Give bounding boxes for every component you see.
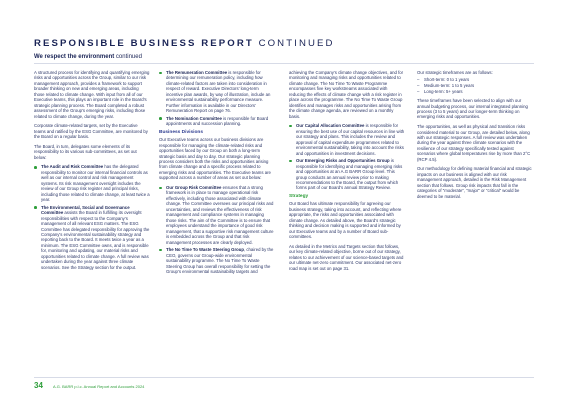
paragraph: As detailed in the Metrics and Targets section that follows, our key climate-related objective, borne out of our strategy, relates to our achievement of our science-based targets and our ultimate net-zero commitment. Our associated net-zero road map is set out on page 31. (289, 243, 404, 271)
list-item-bold: The Remuneration Committee (166, 70, 228, 75)
list-item (159, 185, 275, 245)
list-item-bold: The No Time To Waste Steering Group (166, 247, 244, 253)
text-column-3 (289, 70, 405, 275)
paragraph: A structured process for identifying and quantifying emerging risks and opportunities across the Group, similar to our risk management approach, provides a framework to support broader thinking on new and emerging areas, including those related to climate change. With input from all of our Executive teams, this plays an important role in the Board’s strategic planning process. The Board completed a robust assessment of the Group’s emerging risks, including those related to climate change, during the year. (34, 70, 150, 119)
list-item: – Medium-term: 1 to 5 years (417, 83, 533, 88)
footer-text: A.G. BARR p.l.c. Annual Report and Accounts 2024 (53, 383, 145, 389)
paragraph: Our Executive teams across our business divisions are responsible for managing the climate-related risks and opportunities faced by our Group on both a long-term strategic basis and day to day. Our strategic planning process considers both the risks and opportunities arising from climate change and a specific process related to emerging risks and opportunities. The Executive teams are supported across a number of areas as set out below: (159, 137, 271, 181)
support-list (159, 185, 275, 274)
section-subtitle (34, 54, 142, 60)
paragraph: Our strategic timeframes are as follows: (417, 70, 493, 75)
committee-list (289, 123, 405, 191)
paragraph: Our methodology for defining material financial and strategic impacts on our business is aligned with our risk management approach, detailed in the Risk Management section that follows. Group risk impacts that fall in the categories of “moderate”, “major” or “critical” would be deemed to be material. (417, 166, 532, 199)
list-item-text: is responsible for ensuring the best use of our capital resources in line with our strategy and plans. This includes the review and approval of capital expenditure programmes related to environmental sustainability, taking into account the risks and opportunities in investment decisions. (296, 123, 405, 156)
list-item-text: is responsible for identifying and managing emerging risks and opportunities at an A.G BARR Group level. This group conducts an annual review prior to making recommendations to the Board, the output from which forms part of our Board’s annual Strategy Review. (296, 158, 403, 191)
paragraph: achieving the Company’s climate change objectives, and for monitoring and managing risks and opportunities related to climate change. The No Time To Waste Programme encompasses five key workstreams associated with reducing the effects of climate change with a risk register in place across the programme. The No Time To Waste Group identifies and manages risks and opportunities arising from the climate change agenda, are reviewed on a monthly basis. (289, 70, 404, 119)
list-item-bold: The Environmental, Social and Governance Committee (41, 204, 130, 216)
title-suffix: CONTINUED (258, 38, 335, 49)
subtitle-suffix: continued (115, 54, 142, 60)
list-item-text: ensures that a strong framework is in place to manage operational risk effectively, including those associated with climate change. The Committee oversees our principal risks and uncertainties, and reviews the effectiveness of risk management and compliance systems in managing those risks. The aim of the Committee is to ensure that employees understand the importance of good risk management, that a supportive risk management culture is embedded across the Group and that risk management processes are clearly deployed. (166, 184, 274, 245)
list-item (289, 123, 405, 156)
section-heading: Business Divisions (159, 129, 203, 135)
list-item (159, 247, 275, 274)
footer-divider (34, 377, 534, 378)
committee-list (159, 70, 275, 127)
list-item (159, 70, 275, 114)
list-item-text: , chaired by the CEO, governs our Group-wide environmental sustainability programme. The No Time To Waste Steering Group has overall responsibility for setting the Group’s environmental sustainability targets and (166, 247, 274, 274)
list-item (34, 164, 150, 202)
paragraph: Corporate climate-related targets, set by the Executive teams and ratified by the ESG Committee, are monitored by the Board on a regular basis. (34, 123, 148, 140)
paragraph: The opportunities, as well as physical and transition risks considered material to our Group, are detailed below, along with our strategic responses. A full review was undertaken during the year against three climate scenarios with the resilience of our strategy specifically tested against scenarios where global temperatures rise by more than 2°C (RCP 4.5). (417, 124, 531, 162)
list-item-bold: The Nomination Committee (166, 115, 222, 121)
timeframe-list (417, 77, 533, 94)
list-item-text: has the delegated responsibility to monitor our internal financial controls as well as our internal control and risk management systems. Its risk management oversight includes the review of our Group risk register and principal risks, including those related to climate change, at least twice a year. (41, 164, 150, 203)
text-column-1 (34, 70, 150, 272)
committee-list (34, 164, 150, 270)
list-item-bold: Our Group Risk Committee (166, 184, 222, 190)
paragraph: Our Board has ultimate responsibility for agreeing our business strategy, taking into account, and reflecting where appropriate, the risks and opportunities associated with climate change. As detailed above, the Board’s strategic thinking and decision making is supported and informed by our Executive teams and by a number of Board sub-committees. (289, 201, 402, 240)
title-main: RESPONSIBLE BUSINESS REPORT (34, 38, 254, 49)
subtitle-bold: We respect the environment (34, 54, 115, 60)
list-item-bold: Our Capital Allocation Committee (296, 123, 365, 129)
text-column-4 (417, 70, 533, 203)
paragraph: The Board, in turn, delegates some elements of its responsibility to its various sub-committees, as set out below: (34, 143, 137, 160)
page-number: 34 (34, 381, 43, 390)
list-item (34, 205, 150, 270)
list-item-text: is responsible for Board appointments and succession planning. (166, 115, 269, 127)
text-column-2 (159, 70, 275, 277)
section-heading: Strategy (289, 193, 309, 199)
page-title (34, 38, 335, 49)
list-item-bold: Our Emerging Risks and Opportunities Group (296, 158, 390, 164)
paragraph: These timeframes have been selected to align with our annual budgeting process, our internal integrated planning process (3 to 5 years) and our longer-term thinking on emerging risks and opportunities. (417, 98, 528, 120)
list-item: – Long-term: 5+ years (417, 89, 533, 94)
list-item (159, 116, 275, 127)
list-item-text: assists the Board in fulfilling its oversight responsibilities with respect to the Company’s management of all relevant ESG matters. The ESG Committee has delegated responsibility for approving the Company’s environmental sustainability strategy and reporting back to the Board. It meets twice a year as a minimum. The ESG Committee owns, and is responsible for, monitoring and updating, our material risks and opportunities related to climate change. A full review was undertaken during the year against three climate scenarios. See the Strategy section for the output. (41, 210, 150, 270)
list-item-text: is responsible for determining our remuneration policy, including how climate-related factors are taken into consideration in respect of reward. Executive Directors’ long-term incentive plan awards, by way of illustration, include an environmental sustainability performance measure. Further information is available in our Directors’ Remuneration Report on page 76. (166, 70, 271, 114)
list-item (289, 158, 405, 191)
list-item: – Short-term: 0 to 1 years (417, 77, 533, 82)
list-item-bold: The Audit and Risk Committee (41, 164, 104, 170)
header-divider (34, 63, 534, 64)
